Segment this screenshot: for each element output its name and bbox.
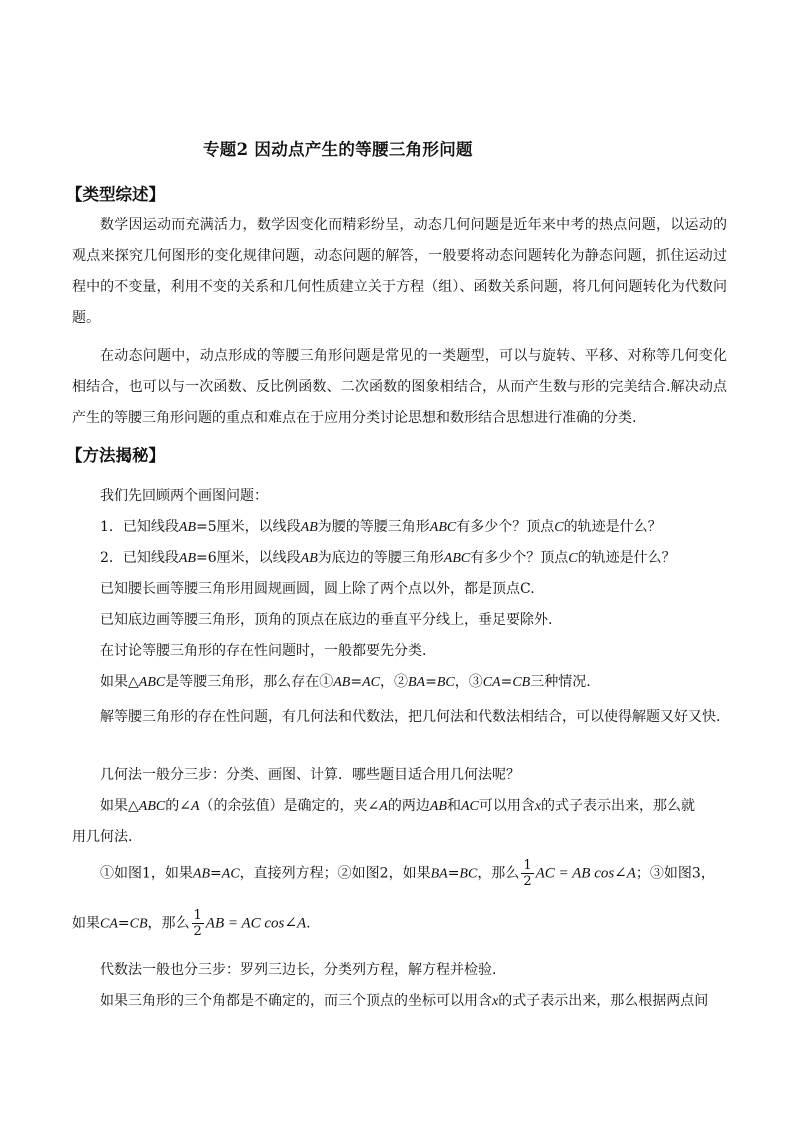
math-var: CA bbox=[482, 675, 501, 690]
math-var: A bbox=[379, 799, 388, 814]
math-var: BA bbox=[407, 675, 426, 690]
math-var: AB bbox=[300, 520, 318, 535]
figure-cases-line bbox=[100, 858, 715, 889]
math-var: AC bbox=[221, 866, 240, 882]
equation-2: AB = AC cos∠A bbox=[205, 915, 307, 932]
math-var: AB bbox=[178, 520, 197, 535]
text-fragment: ；③如图3， bbox=[635, 865, 715, 882]
text-fragment: ，直接列方程；②如图2，如果 bbox=[239, 865, 431, 882]
text-fragment: = bbox=[350, 674, 363, 690]
section-heading-methods: 【方法揭秘】 bbox=[66, 446, 165, 465]
math-var: ABC bbox=[429, 520, 457, 535]
question-1 bbox=[100, 516, 662, 536]
text-fragment: 是等腰三角形，那么存在① bbox=[165, 674, 334, 690]
math-var: CB bbox=[129, 916, 148, 932]
text-fragment: ，③ bbox=[454, 674, 483, 690]
figure-cases-line-2 bbox=[72, 908, 311, 939]
text-line: 已知底边画等腰三角形，顶角的顶点在底边的垂直平分线上，垂足要除外. bbox=[100, 612, 553, 628]
text-fragment: = bbox=[425, 674, 437, 690]
math-var: CB bbox=[512, 675, 531, 690]
text-fragment: 如果△ bbox=[100, 798, 139, 814]
fraction-numerator: 1 bbox=[523, 858, 532, 873]
text-line: 我们先回顾两个画图问题： bbox=[100, 488, 268, 504]
math-var: ABC bbox=[138, 799, 166, 814]
paragraph-methods: 解等腰三角形的存在性问题，有几何法和代数法，把几何法和代数法相结合，可以使得解题又好又快. bbox=[100, 709, 721, 725]
math-var: AB bbox=[333, 675, 351, 690]
algebra-condition-line bbox=[100, 990, 708, 1010]
question-2 bbox=[100, 547, 676, 567]
math-var: BC bbox=[436, 675, 455, 690]
text-fragment: 的轨迹是什么？ bbox=[563, 519, 662, 535]
math-var: AB bbox=[178, 551, 197, 566]
fraction-denominator: 2 bbox=[523, 874, 532, 889]
text-fragment: = bbox=[447, 865, 460, 882]
text-fragment: 为底边的等腰三角形 bbox=[317, 550, 444, 566]
paragraph-overview-1: 数学因运动而充满活力，数学因变化而精彩纷呈，动态几何问题是近年来中考的热点问题，以运动的观点来探究几何图形的变化规律问题，动态问题的解答，一般要将动态问题转化为静态问题，抓住运动过程中的不变量，利用不变的关系和几何性质建立关于方程（组）、函数关系问题，将几何问题转化为代数问题。 bbox=[72, 217, 727, 326]
text-fragment: . bbox=[306, 915, 311, 932]
text-fragment: 的式子表示出来，那么就 bbox=[541, 798, 696, 814]
text-fragment: ，那么 bbox=[477, 865, 520, 882]
math-var: x bbox=[534, 799, 542, 814]
section-heading-overview: 【类型综述】 bbox=[66, 185, 165, 204]
text-fragment: 的轨迹是什么？ bbox=[577, 550, 676, 566]
math-var: A bbox=[190, 799, 200, 814]
math-var: CA bbox=[100, 916, 118, 932]
math-var: C bbox=[554, 520, 564, 535]
math-var: ABC bbox=[443, 551, 471, 566]
text-fragment: = bbox=[210, 865, 222, 882]
text-line: 已知腰长画等腰三角形用圆规画圆，圆上除了两个点以外，都是顶点C. bbox=[100, 581, 535, 597]
text-fragment: 和 bbox=[446, 798, 461, 814]
text-fragment: 三种情况. bbox=[530, 674, 591, 690]
text-fragment: = bbox=[117, 915, 130, 932]
text-fragment: 如果三角形的三个角都是不确定的，而三个顶点的坐标可以用含 bbox=[100, 993, 492, 1009]
text-fragment: 有多少个？顶点 bbox=[456, 519, 555, 535]
math-var: C bbox=[568, 551, 578, 566]
text-fragment: =6厘米，以线段 bbox=[196, 550, 301, 566]
text-fragment: 1．已知线段 bbox=[100, 519, 179, 535]
math-var: x bbox=[492, 994, 499, 1009]
fraction-denominator: 2 bbox=[193, 924, 202, 939]
text-fragment: ，那么 bbox=[147, 915, 190, 932]
math-var: AB bbox=[300, 551, 318, 566]
math-var: AC bbox=[362, 675, 380, 690]
text-line: 几何法一般分三步：分类、画图、计算．哪些题目适合用几何法呢？ bbox=[100, 767, 520, 783]
math-var: BA bbox=[430, 866, 448, 882]
math-var: ABC bbox=[138, 675, 166, 690]
text-line: 用几何法. bbox=[72, 829, 133, 845]
text-fragment: 的式子表示出来，那么根据两点间 bbox=[498, 993, 709, 1009]
fraction-half bbox=[192, 908, 204, 939]
text-fragment: 的两边 bbox=[387, 798, 430, 814]
text-line: 代数法一般也分三步：罗列三边长，分类列方程，解方程并检验. bbox=[100, 962, 497, 978]
fraction-half bbox=[521, 858, 533, 889]
math-var: AC bbox=[460, 799, 479, 814]
math-var: AB bbox=[429, 799, 447, 814]
text-fragment: 为腰的等腰三角形 bbox=[317, 519, 430, 535]
math-var: BC bbox=[459, 866, 478, 882]
page-title: 专题2 因动点产生的等腰三角形问题 bbox=[203, 140, 473, 159]
text-fragment: = bbox=[500, 674, 513, 690]
text-fragment: 的∠ bbox=[165, 798, 191, 814]
text-fragment: 如果 bbox=[72, 915, 100, 932]
geometry-condition-line bbox=[100, 795, 695, 815]
text-fragment: 2．已知线段 bbox=[100, 550, 179, 566]
math-var: AB bbox=[192, 866, 211, 882]
text-fragment: 有多少个？顶点 bbox=[470, 550, 569, 566]
equation-1: AC = AB cos∠A bbox=[535, 865, 636, 882]
text-fragment: ①如图1，如果 bbox=[100, 865, 193, 882]
fraction-numerator: 1 bbox=[193, 908, 202, 923]
cases-line bbox=[100, 671, 591, 691]
text-fragment: ，② bbox=[379, 674, 408, 690]
text-fragment: （的余弦值）是确定的，夹∠ bbox=[199, 798, 380, 814]
paragraph-overview-2: 在动态问题中，动点形成的等腰三角形问题是常见的一类题型，可以与旋转、平移、对称等几何变化相结合，也可以与一次函数、反比例函数、二次函数的图象相结合，从而产生数与形的完美结合.解决动点产生的等腰三角形问题的重点和难点在于应用分类讨论思想和数形结合思想进行准确的分类. bbox=[72, 348, 727, 426]
text-fragment: 可以用含 bbox=[478, 798, 535, 814]
text-fragment: 如果△ bbox=[100, 674, 139, 690]
text-fragment: =5厘米，以线段 bbox=[196, 519, 301, 535]
text-line: 在讨论等腰三角形的存在性问题时，一般都要先分类. bbox=[100, 643, 427, 659]
